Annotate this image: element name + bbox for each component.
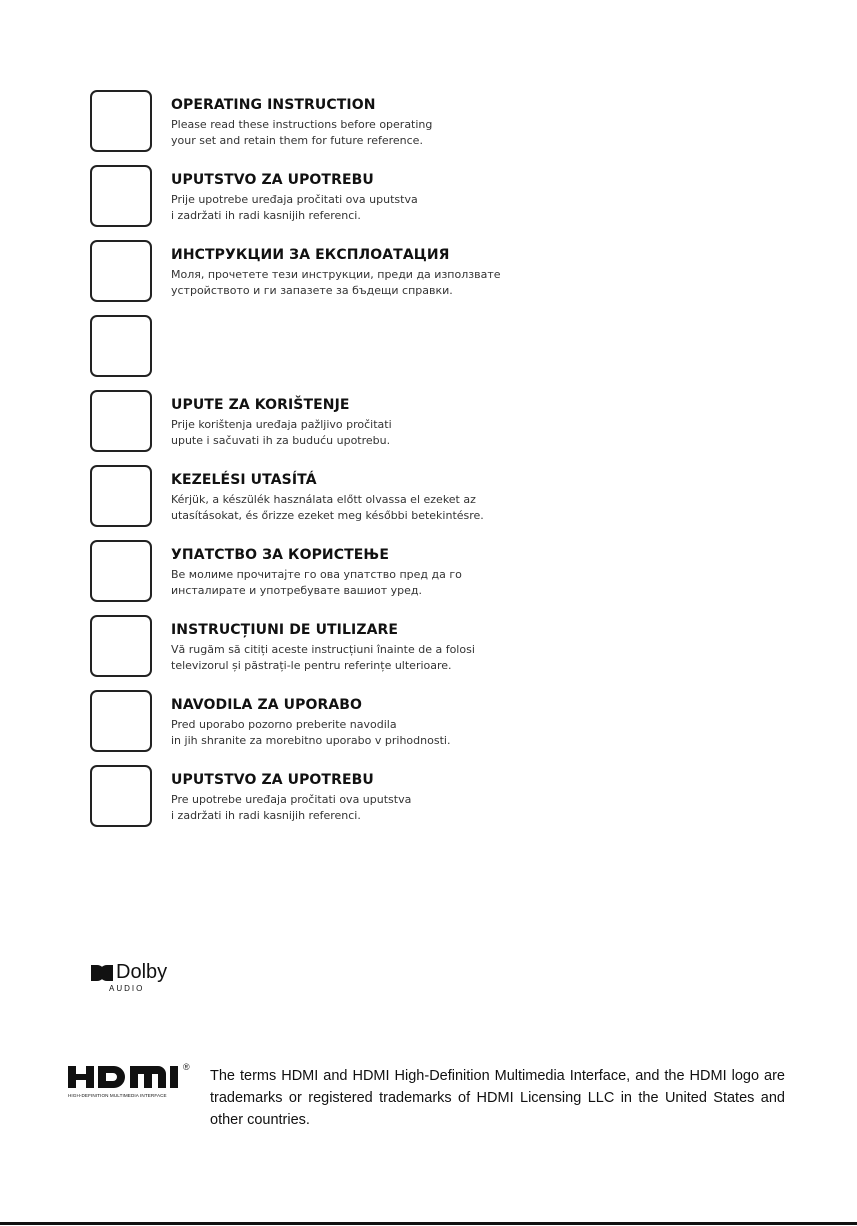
language-title: UPUTSTVO ZA UPOTREBU [171, 772, 374, 788]
language-flag-box [90, 690, 152, 752]
language-flag-box [90, 465, 152, 527]
hdmi-subtitle: HIGH-DEFINITION MULTIMEDIA INTERFACE [68, 1093, 167, 1098]
language-title: KEZELÉSI UTASÍTÁ [171, 472, 317, 488]
language-title: УПАТСТВО ЗА КОРИСТЕЊЕ [171, 547, 390, 563]
language-text [171, 96, 771, 149]
language-text [171, 621, 771, 674]
language-body: Prije upotrebe uređaja pročitati ova uputstva i zadržati ih radi kasnijih referenci. [171, 193, 418, 222]
hdmi-logo [68, 1064, 193, 1108]
language-title: UPUTE ZA KORIŠTENJE [171, 397, 350, 413]
language-text [171, 471, 771, 524]
language-body: Ве молиме прочитајте го ова упатство пред да го инсталирате и употребувате вашиот уред. [171, 568, 462, 597]
language-body: Prije korištenja uređaja pažljivo pročitati upute i sačuvati ih za buduću upotrebu. [171, 418, 392, 447]
language-text [171, 396, 771, 449]
language-text [171, 771, 771, 824]
language-title: UPUTSTVO ZA UPOTREBU [171, 172, 374, 188]
dolby-wordmark: Dolby [116, 961, 168, 983]
dolby-double-d-icon [91, 965, 113, 981]
language-body: Vă rugăm să citiți aceste instrucțiuni înainte de a folosi televizorul și păstrați-le pentru referințe ulterioare. [171, 643, 475, 672]
language-flag-box [90, 315, 152, 377]
dolby-audio-logo [91, 963, 181, 995]
dolby-subtitle: AUDIO [109, 984, 145, 993]
language-text [171, 546, 771, 599]
language-flag-box [90, 165, 152, 227]
hdmi-wordmark [68, 1064, 182, 1090]
language-text [171, 321, 771, 324]
language-title: INSTRUCȚIUNI DE UTILIZARE [171, 622, 399, 638]
language-flag-box [90, 615, 152, 677]
language-body: Kérjük, a készülék használata előtt olvassa el ezeket az utasításokat, és őrizze ezeket meg későbbi betekintésre. [171, 493, 484, 522]
language-flag-box [90, 540, 152, 602]
language-text [171, 171, 771, 224]
footer-divider [0, 1222, 857, 1225]
language-flag-box [90, 240, 152, 302]
language-flag-box [90, 90, 152, 152]
language-flag-box [90, 390, 152, 452]
language-text [171, 246, 771, 299]
language-title: NAVODILA ZA UPORABO [171, 697, 363, 713]
hdmi-registered-mark: ® [183, 1062, 190, 1072]
language-text [171, 696, 771, 749]
language-body: Моля, прочетете тези инструкции, преди да използвате устройството и ги запазете за бъдещи справки. [171, 268, 501, 297]
language-body: Please read these instructions before operating your set and retain them for future reference. [171, 118, 433, 147]
language-body: Pre upotrebe uređaja pročitati ova uputstva i zadržati ih radi kasnijih referenci. [171, 793, 412, 822]
language-flag-box [90, 765, 152, 827]
language-body: Pred uporabo pozorno preberite navodila in jih shranite za morebitno uporabo v prihodnosti. [171, 718, 451, 747]
hdmi-trademark-note: The terms HDMI and HDMI High-Definition Multimedia Interface, and the HDMI logo are trademarks or registered trademarks of HDMI Licensing LLC in the United States and other countries. [210, 1067, 785, 1128]
language-title: OPERATING INSTRUCTION [171, 97, 376, 113]
language-title: ИНСТРУКЦИИ ЗА ЕКСПЛОАТАЦИЯ [171, 247, 450, 263]
